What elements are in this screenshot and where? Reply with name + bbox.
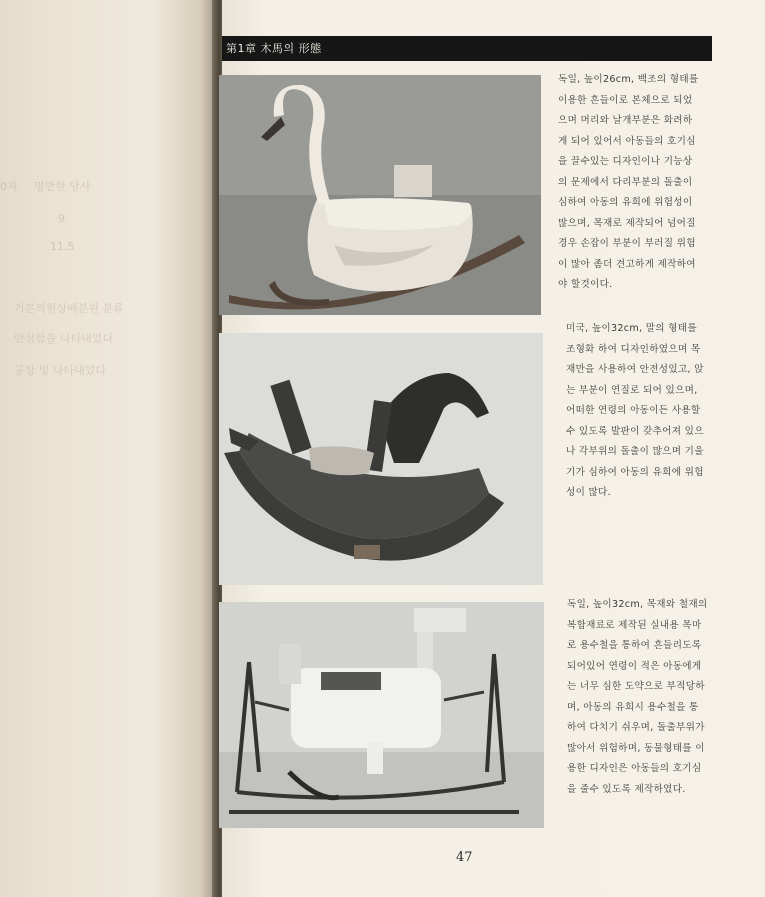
ghost-text: 공장 및 나타내었다 <box>14 364 107 377</box>
swan-rocker-photo <box>219 75 541 315</box>
ghost-text: 11,5 <box>50 240 75 253</box>
caption-line: 을 줄수 있도록 제작하였다. <box>567 783 686 795</box>
caption-line: 많으며, 목재로 제작되어 넘어질 <box>558 217 696 229</box>
ghost-text: 0자 <box>0 180 18 193</box>
caption-line: 미국, 높이32cm, 말의 형태를 <box>566 323 697 334</box>
caption-line: 수 있도록 발판이 갖추어져 있으 <box>566 425 704 437</box>
page-number: 47 <box>456 850 473 865</box>
horse-rocker-photo <box>219 333 543 585</box>
caption-line: 성이 많다. <box>566 487 611 498</box>
caption-line: 이용한 흔들이로 본체으로 되었 <box>558 94 693 106</box>
caption-line: 어떠한 연령의 아동이든 사용할 <box>566 405 701 416</box>
caption-line: 이 많아 좀더 견고하게 제작하여 <box>558 258 696 270</box>
caption-line: 으며 머리와 날개부분은 화려하 <box>558 115 693 126</box>
caption-line: 나 각부위의 돌출이 많으며 기울 <box>566 446 704 457</box>
caption-line: 많아서 위험하며, 동물형태를 이 <box>567 742 705 754</box>
ghost-text: 안심함을 나타내었다 <box>14 332 114 345</box>
caption-line: 로 용수철을 통하여 흔들리도록 <box>567 640 702 651</box>
caption-line: 의 문제에서 다리부분의 돌출이 <box>558 176 693 188</box>
caption-line: 독일, 높이32cm, 목재와 철재의 <box>567 599 708 610</box>
ghost-text: 기본적현상배분원 분류 <box>14 302 124 315</box>
caption-line: 야 할것이다. <box>558 279 613 290</box>
caption-line: 기가 심하여 아동의 유희에 위험 <box>566 466 704 478</box>
caption-line: 독일, 높이26cm, 백조의 형태를 <box>558 74 699 85</box>
caption-line: 는 너무 심한 도약으로 부적당하 <box>567 681 705 692</box>
caption-line: 조형화 하여 디자인하였으며 목 <box>566 343 701 355</box>
caption-line: 게 되어 있어서 아동들의 호기심 <box>558 135 696 147</box>
left-page <box>0 0 218 897</box>
metal-rocker-photo <box>219 602 544 828</box>
caption-line: 심하여 아동의 유희에 위험성이 <box>558 197 693 208</box>
caption-line: 용한 디자인은 아동들의 호기심 <box>567 763 702 774</box>
caption-line: 며, 아동의 유희시 용수철을 통 <box>567 701 699 713</box>
caption-line: 을 끌수있는 디자인이나 기능상 <box>558 156 693 167</box>
caption-metal-rocker <box>567 595 747 800</box>
ghost-text: 명반한 당사 <box>34 180 91 193</box>
caption-horse-rocker <box>566 319 746 504</box>
ghost-text: 9 <box>58 212 65 225</box>
caption-line: 하여 다치기 쉬우며, 돌출부위가 <box>567 722 705 733</box>
caption-line: 되어있어 연령이 적은 아동에게 <box>567 660 702 672</box>
caption-line: 재만을 사용하여 안전성있고, 앉 <box>566 364 704 375</box>
caption-line: 복합재료로 제작된 실내용 목마 <box>567 619 702 631</box>
caption-line: 경우 손잡이 부분이 부러질 위험 <box>558 238 696 249</box>
caption-swan-rocker <box>558 70 738 296</box>
chapter-title: 第1章 木馬의 形態 <box>226 42 322 55</box>
caption-line: 는 부분이 연질로 되어 있으며, <box>566 384 698 396</box>
